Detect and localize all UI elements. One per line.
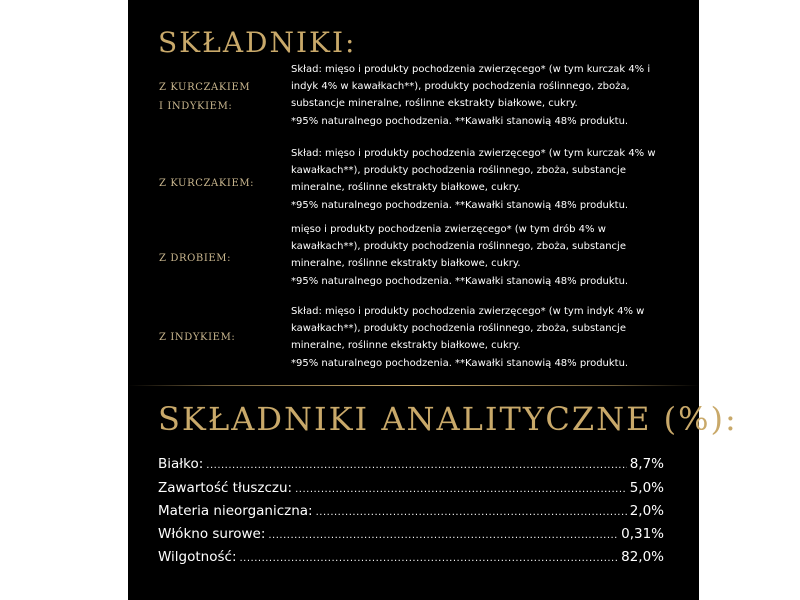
analytical-row-value: 5,0% [629,480,664,496]
variant-composition-turkey [291,303,663,372]
variant-label-line: Z DROBIEM: [159,253,232,264]
dot-leader [240,553,619,564]
analytical-row-value: 0,31% [621,526,664,542]
dot-leader [206,460,626,471]
analytical-row-name: Włókno surowe: [158,526,266,542]
composition-text: Skład: mięso i produkty pochodzenia zwierzęcego* (w tym kurczak 4% w kawałkach**), produkty pochodzenia roślinnego, zboża, substancje mineralne, roślinne ekstrakty białkowe, cukry. [291,148,656,194]
ingredients-title: SKŁADNIKI: [158,26,357,59]
variant-label-chicken-turkey [159,78,250,116]
analytical-row-protein [158,456,664,476]
variant-composition-poultry [291,221,663,290]
ingredients-panel [128,0,738,600]
variant-label-turkey [159,328,235,347]
analytical-row-fat [158,480,664,500]
analytical-row-name: Zawartość tłuszczu: [158,480,293,496]
analytical-row-name: Materia nieorganiczna: [158,503,313,519]
variant-composition-chicken [291,145,663,214]
variant-label-line: Z KURCZAKIEM [159,82,251,93]
composition-text: Skład: mięso i produkty pochodzenia zwierzęcego* (w tym kurczak 4% i indyk 4% w kawałkach**), produkty pochodzenia roślinnego, zboża, substancje mineralne, roślinne ekstrakty białkowe, cukry. [291,64,651,110]
analytical-row-ash [158,503,664,523]
dot-leader [268,530,618,541]
dot-leader [316,507,627,518]
composition-footnote: *95% naturalnego pochodzenia. **Kawałki stanowią 48% produktu. [291,115,629,127]
analytical-row-value: 8,7% [629,456,664,472]
analytical-row-name: Białko: [158,456,204,472]
variant-label-line: I INDYKIEM: [159,101,233,112]
variant-label-line: Z INDYKIEM: [159,332,236,343]
analytical-row-value: 2,0% [629,503,664,519]
variant-label-chicken [159,174,254,193]
dot-leader [295,484,627,495]
composition-footnote: *95% naturalnego pochodzenia. **Kawałki stanowią 48% produktu. [291,275,629,287]
analytical-title: SKŁADNIKI ANALITYCZNE (%): [158,400,738,438]
analytical-row-value: 82,0% [621,549,664,565]
composition-text: Skład: mięso i produkty pochodzenia zwierzęcego* (w tym indyk 4% w kawałkach**), produkty pochodzenia roślinnego, zboża, substancje mineralne, roślinne ekstrakty białkowe, cukry. [291,306,645,352]
analytical-row-fibre [158,526,664,546]
analytical-row-moisture [158,549,664,569]
variant-label-line: Z KURCZAKIEM: [159,178,255,189]
composition-footnote: *95% naturalnego pochodzenia. **Kawałki stanowią 48% produktu. [291,357,629,369]
variant-composition-chicken-turkey [291,61,663,130]
section-divider [128,385,699,386]
composition-text: mięso i produkty pochodzenia zwierzęcego* (w tym drób 4% w kawałkach**), produkty pochodzenia roślinnego, zboża, substancje mineralne, roślinne ekstrakty białkowe, cukry. [291,224,626,270]
composition-footnote: *95% naturalnego pochodzenia. **Kawałki stanowią 48% produktu. [291,199,629,211]
variant-label-poultry [159,249,231,268]
analytical-row-name: Wilgotność: [158,549,237,565]
